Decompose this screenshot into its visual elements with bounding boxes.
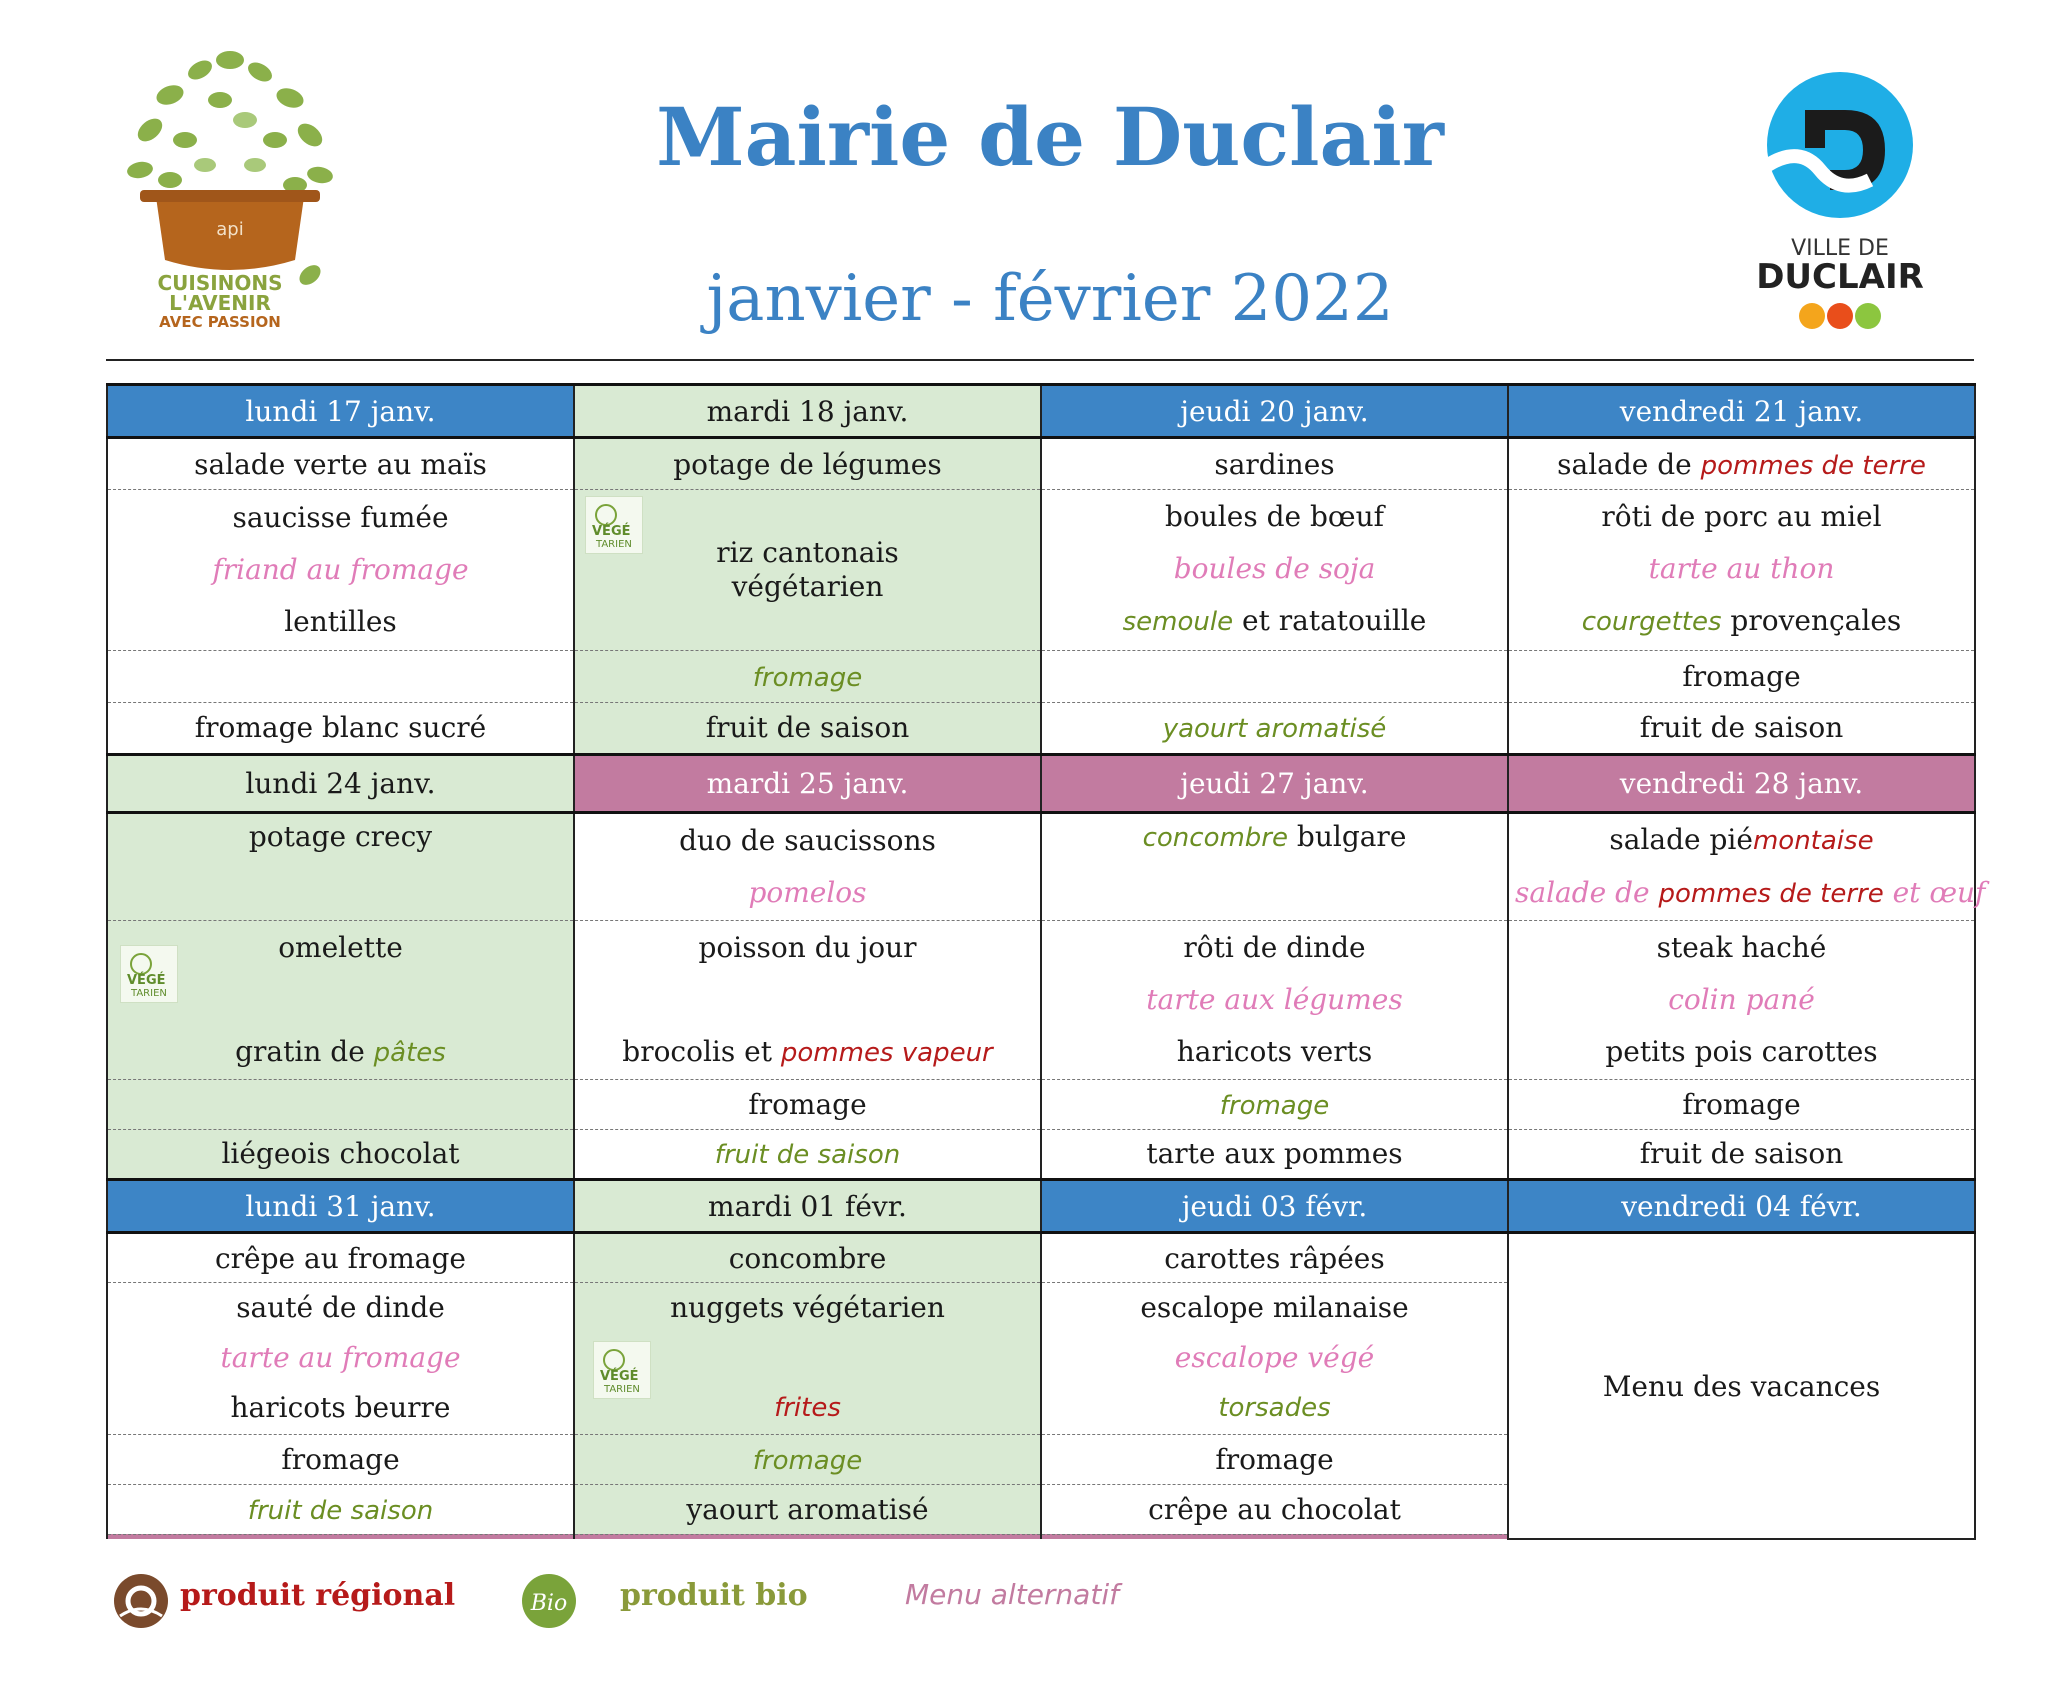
alternative-menu-item: et œuf xyxy=(1883,876,1986,910)
vegetarian-badge-icon xyxy=(585,496,643,554)
menu-item: saucisse fumée xyxy=(232,500,449,534)
legend-alternative-label: Menu alternatif xyxy=(905,1578,1119,1611)
day-header-fri-21: vendredi 21 janv. xyxy=(1508,385,1975,438)
alternative-menu-item: escalope végé xyxy=(1174,1341,1375,1375)
menu-cell xyxy=(574,1283,1041,1434)
menu-item: potage crecy xyxy=(107,813,574,921)
menu-item: carottes râpées xyxy=(1041,1233,1508,1283)
menu-item: crêpe au chocolat xyxy=(1041,1484,1508,1534)
bio-icon-text: Bio xyxy=(530,1591,568,1616)
bio-product-text: pâtes xyxy=(373,1037,446,1068)
alternative-menu-item: colin pané xyxy=(1668,983,1815,1017)
regional-product-text: montaise xyxy=(1752,826,1874,857)
menu-cell xyxy=(1508,490,1975,650)
menu-item xyxy=(107,1079,574,1129)
week1-dessert-row xyxy=(107,702,1975,754)
bio-product-text: concombre xyxy=(1142,823,1288,854)
day-header-mon-31: lundi 31 janv. xyxy=(107,1179,574,1232)
menu-item: haricots beurre xyxy=(230,1391,451,1425)
day-header-thu-03: jeudi 03 févr. xyxy=(1041,1179,1508,1232)
day-header-thu-27: jeudi 27 janv. xyxy=(1041,754,1508,812)
bio-product-text: courgettes xyxy=(1581,607,1722,638)
alternative-menu-item: boules de soja xyxy=(1173,552,1376,586)
day-header-tue-01: mardi 01 févr. xyxy=(574,1179,1041,1232)
week1-header-row xyxy=(107,385,1975,438)
regional-product-text: pommes de terre xyxy=(1700,450,1926,481)
menu-item-text: salade de xyxy=(1557,447,1701,481)
badge-text-1: VÉGÉ xyxy=(600,1369,639,1385)
menu-item: rôti de porc au miel xyxy=(1601,500,1882,534)
menu-item: fruit de saison xyxy=(1508,702,1975,754)
menu-item: duo de saucissons xyxy=(679,824,936,858)
menu-item: lentilles xyxy=(284,604,397,638)
regional-product-icon xyxy=(112,1572,170,1630)
badge-text-2: TARIEN xyxy=(604,1384,640,1396)
day-header-mon-17: lundi 17 janv. xyxy=(107,385,574,438)
menu-item: rôti de dinde xyxy=(1183,931,1366,965)
logo-text-1: CUISINONS xyxy=(157,271,283,295)
menu-cell xyxy=(574,490,1041,650)
vegetarian-badge-icon xyxy=(593,1341,651,1399)
day-header-thu-20: jeudi 20 janv. xyxy=(1041,385,1508,438)
week2-entree-row xyxy=(107,813,1975,921)
menu-item: liégeois chocolat xyxy=(107,1129,574,1179)
menu-item: escalope milanaise xyxy=(1140,1291,1409,1325)
bio-product-text: fruit de saison xyxy=(574,1129,1041,1179)
menu-item: fruit de saison xyxy=(574,702,1041,754)
bio-product-text: fromage xyxy=(574,650,1041,702)
logo-text-2: L'AVENIR xyxy=(169,291,271,315)
week2-plat-row xyxy=(107,921,1975,1079)
menu-cell xyxy=(1041,1283,1508,1434)
menu-cell xyxy=(1508,813,1986,921)
bio-product-text: torsades xyxy=(1218,1393,1331,1424)
page-title: Mairie de Duclair xyxy=(656,90,1444,184)
logo-pot-text: api xyxy=(216,219,244,240)
menu-item: brocolis et xyxy=(622,1034,781,1068)
week3-header-row xyxy=(107,1179,1975,1232)
week2-dessert-row xyxy=(107,1129,1975,1179)
vegetarian-badge-icon xyxy=(120,945,178,1003)
day-header-fri-04: vendredi 04 févr. xyxy=(1508,1179,1975,1232)
menu-item: petits pois carottes xyxy=(1605,1035,1878,1069)
menu-item: salade verte au maïs xyxy=(107,438,574,490)
menu-item: tarte aux pommes xyxy=(1041,1129,1508,1179)
ville-de-duclair-logo xyxy=(1720,70,1960,340)
badge-text-1: VÉGÉ xyxy=(592,524,631,540)
alternative-menu-item: tarte au thon xyxy=(1648,552,1835,586)
menu-item: boules de bœuf xyxy=(1164,500,1384,534)
week1-entree-row xyxy=(107,438,1975,490)
day-header-tue-25: mardi 25 janv. xyxy=(574,754,1041,812)
bio-product-text: yaourt aromatisé xyxy=(1041,702,1508,754)
menu-item xyxy=(107,650,574,702)
menu-item: haricots verts xyxy=(1176,1035,1373,1069)
menu-cell xyxy=(574,813,1041,921)
alternative-menu-item: pomelos xyxy=(748,876,867,910)
menu-item: salade pié xyxy=(1609,823,1753,857)
menu-cell xyxy=(107,921,574,1079)
menu-item: nuggets végétarien xyxy=(670,1291,945,1325)
menu-item: steak haché xyxy=(1656,931,1827,965)
header-divider xyxy=(106,359,1974,361)
menu-cell xyxy=(1041,813,1508,921)
legend-regional-label: produit régional xyxy=(180,1578,456,1613)
cuisinons-lavenir-logo xyxy=(110,40,350,330)
week2-laitage-row xyxy=(107,1079,1975,1129)
bio-product-icon xyxy=(520,1572,578,1630)
day-header-mon-24: lundi 24 janv. xyxy=(107,754,574,812)
menu-item: et ratatouille xyxy=(1233,604,1427,638)
menu-item: fromage xyxy=(1041,1434,1508,1484)
alternative-menu-item: tarte au fromage xyxy=(220,1341,461,1375)
regional-product-text: pommes de terre xyxy=(1658,879,1884,910)
badge-text-1: VÉGÉ xyxy=(127,973,166,989)
menu-item: provençales xyxy=(1721,604,1902,638)
menu-item: fruit de saison xyxy=(1508,1129,1975,1179)
menu-cell xyxy=(107,490,574,650)
logo-ville-de: VILLE DE xyxy=(1791,236,1889,261)
menu-item: poisson du jour xyxy=(698,930,917,964)
regional-product-text: frites xyxy=(774,1393,841,1424)
menu-item: concombre xyxy=(574,1233,1041,1283)
menu-item: fromage xyxy=(1508,650,1975,702)
menu-item: potage de légumes xyxy=(574,438,1041,490)
bio-product-text: fruit de saison xyxy=(107,1484,574,1534)
menu-item: fromage xyxy=(574,1079,1041,1129)
menu-table xyxy=(106,383,1986,1540)
menu-cell xyxy=(107,1283,574,1434)
logo-text-3: AVEC PASSION xyxy=(159,313,281,331)
menu-item: fromage xyxy=(1508,1079,1975,1129)
menu-cell xyxy=(1508,921,1975,1079)
bio-product-text: fromage xyxy=(1041,1079,1508,1129)
menu-item: fromage xyxy=(107,1434,574,1484)
bio-product-text: semoule xyxy=(1122,607,1234,638)
week1-laitage-row xyxy=(107,650,1975,702)
menu-cell xyxy=(574,921,1041,1079)
bio-product-text: fromage xyxy=(574,1434,1041,1484)
alternative-menu-item: friand au fromage xyxy=(212,552,469,586)
menu-item xyxy=(1508,438,1975,490)
alternative-menu-item: tarte aux légumes xyxy=(1146,983,1403,1017)
menu-item: sardines xyxy=(1041,438,1508,490)
day-header-fri-28: vendredi 28 janv. xyxy=(1508,754,1975,812)
holiday-menu-text: Menu des vacances xyxy=(1602,1369,1881,1403)
menu-item: végétarien xyxy=(731,569,884,603)
menu-item: yaourt aromatisé xyxy=(574,1484,1041,1534)
week3-entree-row xyxy=(107,1233,1975,1283)
logo-duclair: DUCLAIR xyxy=(1756,257,1924,297)
menu-item: omelette xyxy=(278,930,403,964)
badge-text-2: TARIEN xyxy=(131,988,167,1000)
day-header-tue-18: mardi 18 janv. xyxy=(574,385,1041,438)
menu-cell xyxy=(1041,921,1508,1079)
page-subtitle: janvier - février 2022 xyxy=(706,262,1394,336)
legend xyxy=(100,1550,2000,1660)
menu-item: gratin de xyxy=(235,1034,374,1068)
menu-item: fromage blanc sucré xyxy=(107,702,574,754)
menu-item: bulgare xyxy=(1288,820,1407,854)
badge-text-2: TARIEN xyxy=(596,539,632,551)
menu-cell xyxy=(1041,490,1508,650)
week2-header-row xyxy=(107,754,1975,812)
menu-item: sauté de dinde xyxy=(236,1291,445,1325)
menu-item: crêpe au fromage xyxy=(107,1233,574,1283)
menu-item: riz cantonais xyxy=(716,535,899,569)
week1-plat-row xyxy=(107,490,1975,650)
holiday-menu-cell xyxy=(1508,1233,1975,1539)
regional-product-text: pommes vapeur xyxy=(780,1037,993,1068)
menu-item xyxy=(1041,650,1508,702)
alternative-menu-item: salade de xyxy=(1515,876,1659,910)
legend-bio-label: produit bio xyxy=(620,1578,808,1613)
